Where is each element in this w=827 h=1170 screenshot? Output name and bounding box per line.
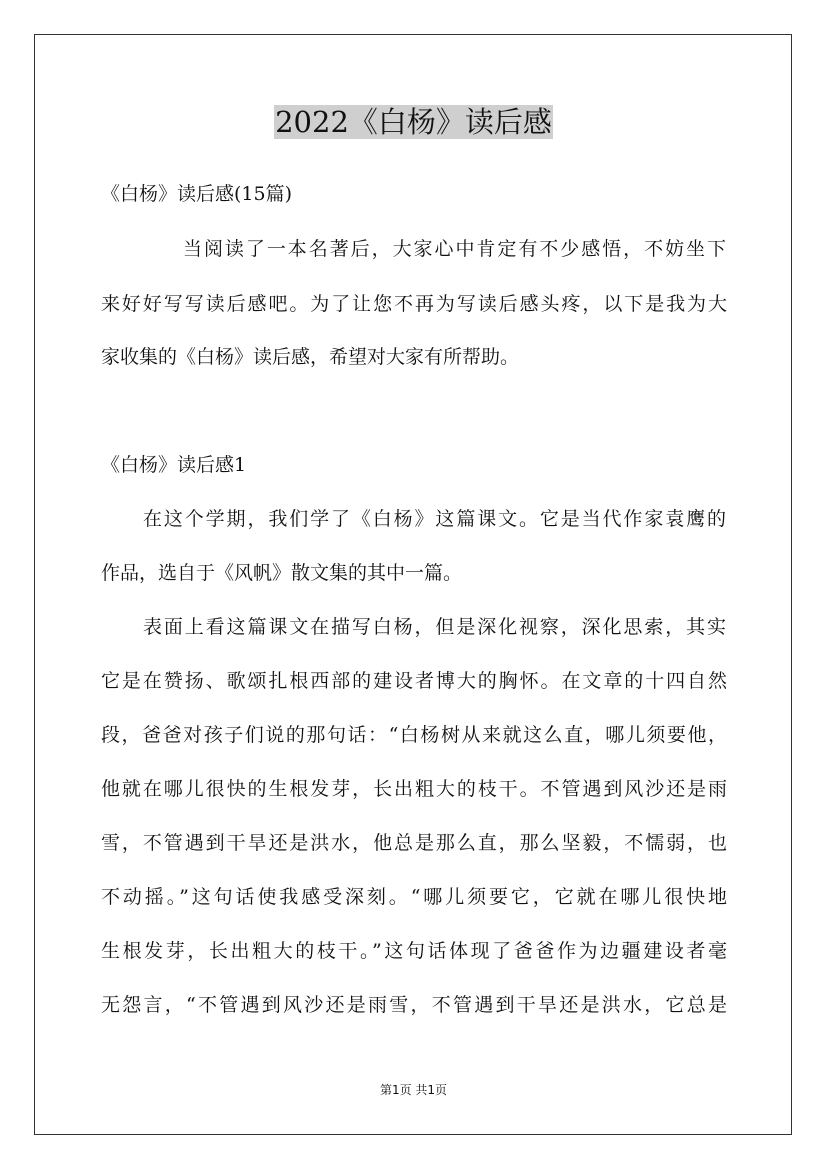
paragraph2-line-3: 段，爸爸对孩子们说的那句话：“白杨树从来就这么直，哪儿须要他，	[101, 724, 727, 746]
page-number-footer: 第1页 共1页	[379, 1083, 448, 1097]
paragraph2-line-8: 无怨言，“不管遇到风沙还是雨雪，不管遇到干旱还是洪水，它总是	[101, 994, 727, 1016]
intro-line-2: 来好好写写读后感吧。为了让您不再为写读后感头疼，以下是我为大	[101, 293, 727, 315]
paragraph2-line-7: 生根发芽，长出粗大的枝干。”这句话体现了爸爸作为边疆建设者毫	[101, 940, 727, 962]
paragraph2-line-5: 雪，不管遇到干旱还是洪水，他总是那么直，那么坚毅，不懦弱，也	[101, 832, 727, 854]
document-subtitle: 《白杨》读后感(15篇)	[101, 183, 293, 205]
paragraph2-line-4: 他就在哪儿很快的生根发芽，长出粗大的枝干。不管遇到风沙还是雨	[101, 778, 727, 800]
paragraph1-line-2: 作品，选自于《风帆》散文集的其中一篇。	[101, 562, 463, 584]
paragraph2-line-6: 不动摇。”这句话使我感受深刻。“哪儿须要它，它就在哪儿很快地	[101, 886, 727, 908]
paragraph1-line-1: 在这个学期，我们学了《白杨》这篇课文。它是当代作家袁鹰的	[143, 508, 726, 530]
paragraph2-line-2: 它是在赞扬、歌颂扎根西部的建设者博大的胸怀。在文章的十四自然	[101, 670, 727, 692]
paragraph2-line-1: 表面上看这篇课文在描写白杨，但是深化视察，深化思索，其实	[143, 616, 726, 638]
intro-line-1: 当阅读了一本名著后，大家心中肯定有不少感悟，不妨坐下	[183, 238, 726, 260]
section-heading: 《白杨》读后感1	[101, 454, 247, 476]
document-title: 2022《白杨》读后感	[275, 105, 552, 139]
intro-line-3: 家收集的《白杨》读后感，希望对大家有所帮助。	[101, 346, 520, 368]
